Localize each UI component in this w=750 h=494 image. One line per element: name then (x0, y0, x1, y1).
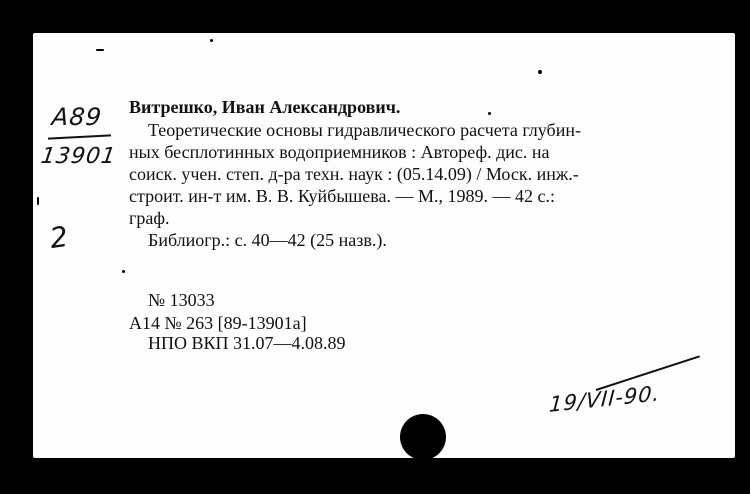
description-line-4: строит. ин-т им. В. В. Куйбышева. — М., 1989. — 42 с.: (129, 186, 556, 206)
holding-code: А14 № 263 [89-13901а] (129, 313, 307, 333)
dust-speck (37, 197, 39, 205)
dust-speck (488, 112, 491, 115)
catalog-card (33, 33, 735, 458)
date-range: НПО ВКП 31.07—4.08.89 (148, 333, 346, 353)
handwritten-shelfmark-bottom: 13901 (39, 144, 118, 169)
handwritten-copy-mark: 2 (47, 219, 71, 256)
description-line-5: граф. (129, 208, 170, 228)
author-heading: Витрешко, Иван Александрович. (129, 97, 401, 117)
shelfmark-underline (48, 134, 111, 139)
card-punch-hole (400, 414, 446, 460)
bibliography-note: Библиогр.: с. 40—42 (25 назв.). (148, 230, 387, 250)
catalog-number: № 13033 (148, 290, 215, 310)
description-line-1: Теоретические основы гидравлического расчета глубин- (148, 120, 581, 140)
dust-speck (96, 49, 104, 51)
dust-speck (538, 70, 542, 74)
description-line-2: ных бесплотинных водоприемников : Автореф. дис. на (129, 142, 550, 162)
handwritten-shelfmark-top: A89 (50, 103, 104, 131)
dust-speck (122, 270, 125, 273)
dust-speck (210, 39, 213, 42)
description-line-3: соиск. учен. степ. д-ра техн. наук : (05.14.09) / Моск. инж.- (129, 164, 579, 184)
handwritten-date-stamp: 19/VII-90. (548, 381, 662, 417)
